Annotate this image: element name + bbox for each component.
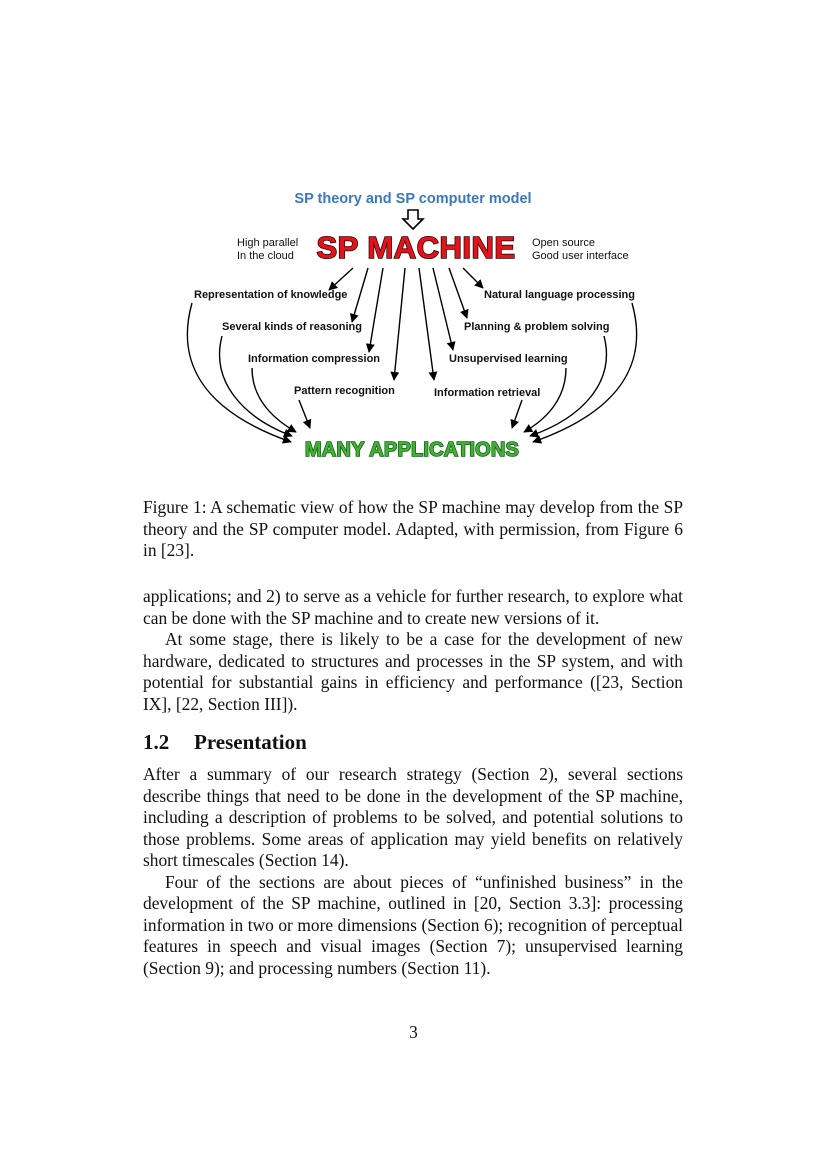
section-title: Presentation <box>194 730 307 754</box>
note-high-parallel: High parallel <box>237 237 299 249</box>
capability-unsupervised-learning: Unsupervised learning <box>449 353 568 365</box>
section-heading <box>143 730 307 755</box>
note-open-source: Open source <box>532 237 595 249</box>
capability-information-compression: Information compression <box>248 353 381 365</box>
figure-caption: Figure 1: A schematic view of how the SP machine may develop from the SP theory and the SP computer model. Adapted, with permission, from Figure 6 in [23]. <box>143 497 683 560</box>
arrow-to-information-retrieval <box>419 268 434 380</box>
capability-natural-language-processing: Natural language processing <box>484 289 635 301</box>
sp-machine-title: SP MACHINE <box>316 230 516 265</box>
figure-top-label: SP theory and SP computer model <box>294 191 532 207</box>
curve-from-compression <box>252 368 296 432</box>
curve-from-reasoning <box>220 336 292 436</box>
body-text-before-section <box>143 586 683 715</box>
arrow-from-pattern-recognition <box>299 400 310 428</box>
arrow-to-compression <box>369 268 383 352</box>
hollow-down-arrow-icon <box>403 210 423 229</box>
arrow-from-information-retrieval <box>512 400 522 428</box>
figure-1-diagram <box>0 0 827 480</box>
section-number: 1.2 <box>143 730 170 754</box>
curve-from-planning <box>530 336 606 436</box>
arrow-to-reasoning <box>352 268 368 322</box>
arrow-to-planning <box>449 268 467 318</box>
capability-several-kinds-of-reasoning: Several kinds of reasoning <box>222 321 362 333</box>
note-good-user-interface: Good user interface <box>532 250 629 262</box>
capability-pattern-recognition: Pattern recognition <box>294 385 395 397</box>
capability-planning-problem-solving: Planning & problem solving <box>464 321 610 333</box>
arrow-to-pattern-recognition <box>394 268 405 380</box>
capability-representation-of-knowledge: Representation of knowledge <box>194 289 348 301</box>
arrow-to-unsupervised-learning <box>433 268 453 350</box>
paragraph: At some stage, there is likely to be a case for the development of new hardware, dedicated to structures and processes in the SP system, and with potential for substantial gains in efficiency and performance ([23, Section IX], [22, Section III]). <box>143 629 683 714</box>
arrow-to-representation <box>329 268 353 290</box>
page-number: 3 <box>409 1022 418 1042</box>
paragraph: Four of the sections are about pieces of “unfinished business” in the development of the SP machine, outlined in [20, Section 3.3]: processing information in two or more dimensions (Section 6); recognition of perceptual features in speech and visual images (Section 7); unsupervised learning (Section 9); and processing numbers (Section 11). <box>143 871 683 978</box>
paragraph: applications; and 2) to serve as a vehicle for further research, to explore what can be done with the SP machine and to create new versions of it. <box>143 586 683 628</box>
body-text-after-section <box>143 764 683 979</box>
capability-information-retrieval: Information retrieval <box>434 387 541 399</box>
paragraph: After a summary of our research strategy (Section 2), several sections describe things that need to be done in the development of the SP machine, including a description of problems to be solved, and potential solutions to those problems. Some areas of application may yield benefits on relatively short timescales (Section 14). <box>143 764 683 870</box>
many-applications-title: MANY APPLICATIONS <box>304 439 520 461</box>
arrow-to-natural-language <box>463 268 483 288</box>
note-in-the-cloud: In the cloud <box>237 250 294 262</box>
